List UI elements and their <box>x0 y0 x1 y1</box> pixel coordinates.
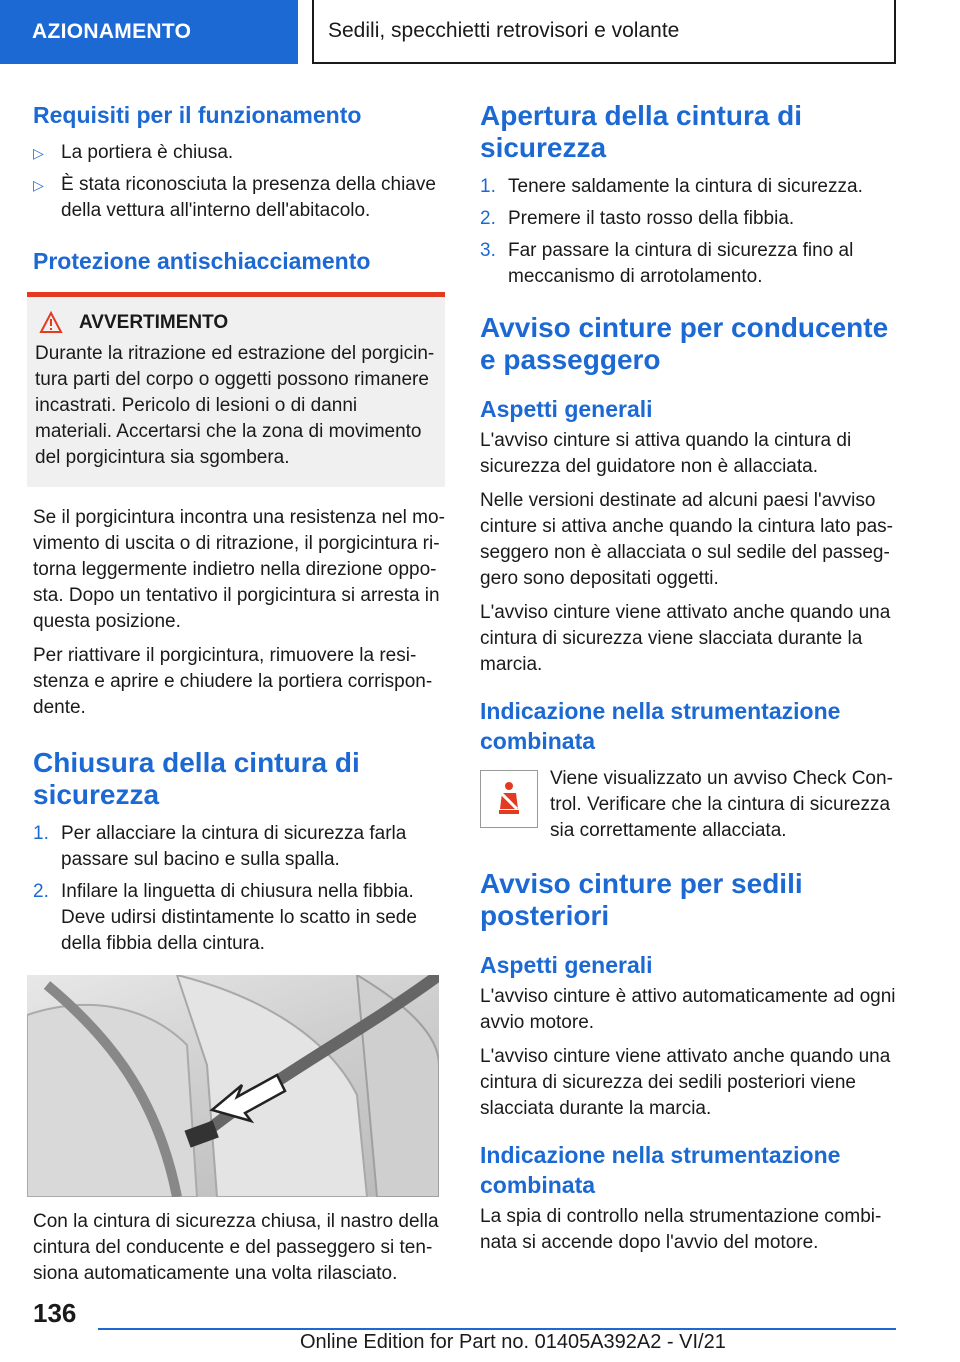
indicator-row <box>480 766 896 844</box>
warning-text: Durante la ritrazione ed estrazione del porgicintura parti del corpo o oggetti possono rimanere incastrati. Pericolo di lesioni o di danni materiali. Accertarsi che la zona di movimento del porgicintura sia sgombera. <box>35 343 435 468</box>
warning-box <box>27 292 445 487</box>
list-item: ▷ La portiera è chiusa. <box>33 140 445 166</box>
seat-illustration <box>27 975 439 1197</box>
rear-warning-heading: Avviso cinture per sedili posteriori <box>480 868 803 931</box>
left-column <box>33 100 445 1295</box>
general-heading: Aspetti generali <box>480 396 653 422</box>
right-column <box>480 100 896 1264</box>
edition-info: Online Edition for Part no. 01405A392A2 - VI/21 <box>300 1331 726 1353</box>
warning-triangle-icon <box>39 311 73 335</box>
section-tab: AZIONAMENTO <box>0 0 298 64</box>
paragraph: L'avviso cinture viene attivato anche quando una cintura di sicurezza viene slacciata durante la marcia. <box>480 602 891 675</box>
seatbelt-photo <box>27 975 439 1197</box>
list-item: 2. Infilare la linguetta di chiusura nella fibbia. Deve udirsi distintamente lo scatto in sede della fibbia della cintura. <box>33 881 417 954</box>
paragraph: La spia di controllo nella strumentazione combinata si accende dopo l'avvio del motore. <box>480 1206 882 1253</box>
indication-heading: Indicazione nella strumentazione combinata <box>480 1142 841 1198</box>
triangle-bullet-icon: ▷ <box>33 145 44 161</box>
requirements-list <box>33 140 445 224</box>
paragraph: L'avviso cinture viene attivato anche quando una cintura di sicurezza dei sedili posteriori viene slacciata durante la marcia. <box>480 1046 891 1119</box>
requirements-heading: Requisiti per il funzionamento <box>33 102 362 128</box>
indicator-text: Viene visualizzato un avviso Check Control. Verificare che la cintura di sicurezza sia correttamente allacciata. <box>550 768 893 841</box>
seatbelt-warning-icon <box>480 770 538 828</box>
list-item: ▷ È stata riconosciuta la presenza della chiave della vettura all'interno dell'abitacolo. <box>33 174 436 221</box>
closing-heading: Chiusura della cintura di sicurezza <box>33 747 360 810</box>
closing-steps <box>33 821 445 957</box>
photo-caption: Con la cintura di sicurezza chiusa, il nastro della cintura del conducente e del passeggero si tensiona automaticamente una volta rilasciato. <box>33 1211 439 1284</box>
paragraph: Nelle versioni destinate ad alcuni paesi l'avviso cinture si attiva anche quando la cintura lato passeggero non è allacciata o sul sedile del passeggero sono depositati oggetti. <box>480 490 893 589</box>
opening-steps <box>480 174 896 290</box>
list-item: 1. Tenere saldamente la cintura di sicurezza. <box>480 176 863 197</box>
driver-warning-heading: Avviso cinture per conducente e passeggero <box>480 312 889 375</box>
indication-heading: Indicazione nella strumentazione combinata <box>480 698 841 754</box>
general-heading: Aspetti generali <box>480 952 653 978</box>
paragraph: L'avviso cinture è attivo automaticamente ad ogni avvio motore. <box>480 986 896 1033</box>
list-item: 1. Per allacciare la cintura di sicurezza farla passare sul bacino e sulla spalla. <box>33 823 407 870</box>
warning-title: AVVERTIMENTO <box>35 311 437 335</box>
footer-divider <box>98 1328 896 1330</box>
paragraph: Per riattivare il porgicintura, rimuovere la resistenza e aprire e chiudere la portiera corrispondente. <box>33 645 433 718</box>
list-item: 2. Premere il tasto rosso della fibbia. <box>480 208 795 229</box>
paragraph: L'avviso cinture si attiva quando la cintura di sicurezza del guidatore non è allacciata. <box>480 430 852 477</box>
list-item: 3. Far passare la cintura di sicurezza fino al meccanismo di arrotolamento. <box>480 240 854 287</box>
opening-heading: Apertura della cintura di sicurezza <box>480 100 803 163</box>
chapter-title: Sedili, specchietti retrovisori e volante <box>312 0 896 64</box>
triangle-bullet-icon: ▷ <box>33 177 44 193</box>
protection-heading: Protezione antischiacciamento <box>33 248 371 274</box>
paragraph: Se il porgicintura incontra una resistenza nel movimento di uscita o di ritrazione, il porgicintura ritorna leggermente indietro nella direzione opposta. Dopo un tentativo il porgicintura si arresta in questa posizione. <box>33 507 445 632</box>
page-number: 136 <box>33 1298 77 1328</box>
